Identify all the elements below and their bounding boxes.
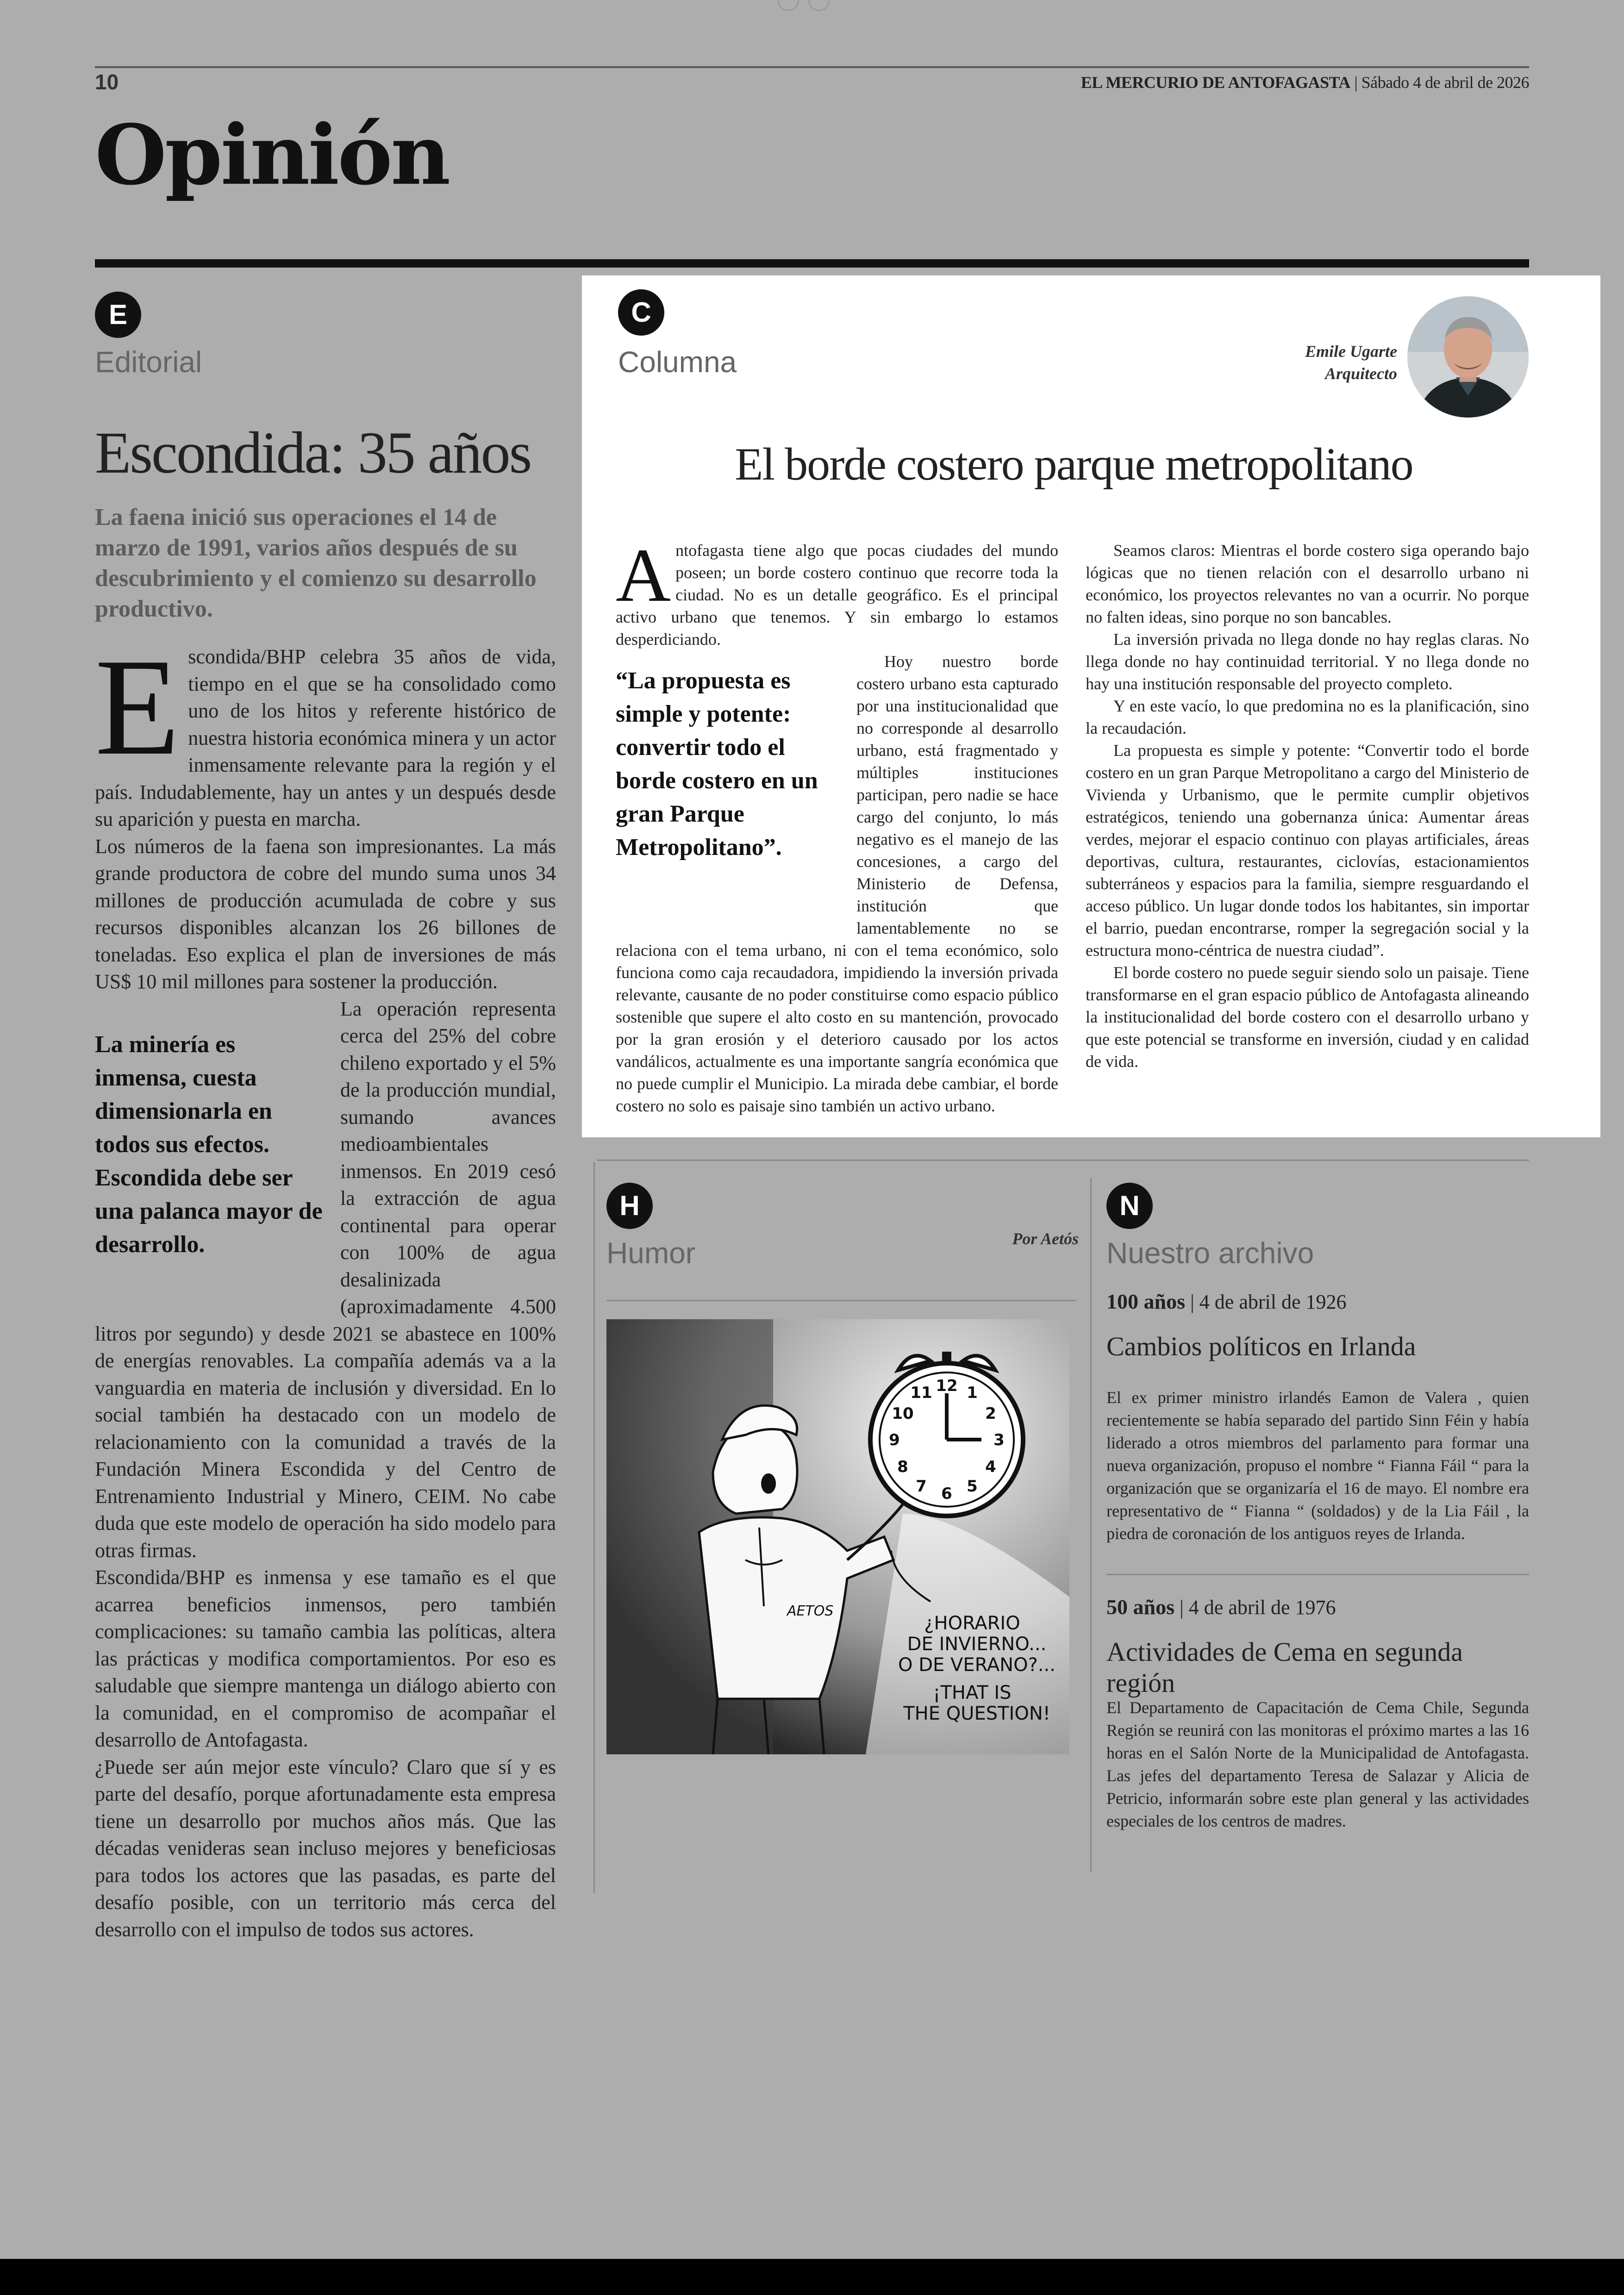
speech-line: DE INVIERNO... <box>907 1634 1047 1655</box>
speech-line: THE QUESTION! <box>903 1703 1050 1724</box>
page-nav-arrows[interactable] <box>778 0 847 14</box>
clock-number: 5 <box>967 1477 978 1496</box>
archive-date: 4 de abril de 1976 <box>1188 1596 1336 1619</box>
clock-number: 4 <box>985 1458 996 1476</box>
archive-divider <box>1106 1574 1529 1575</box>
editorial-badge: E <box>95 292 141 338</box>
column-kicker: Columna <box>618 345 737 379</box>
archive-item-body: El Departamento de Capacitación de Cema Chile, Segunda Región se reunirá con las monitoras el próximo martes a las 16 horas en el Salón Norte de la Municipalidad de Antofagasta. Las jefes del departamento Teresa de Salazar y Alicia de Petricio, informarán sobre este plan general y las actividades especiales de los centros de madres. <box>1106 1698 1529 1830</box>
archive-badge: N <box>1106 1183 1153 1229</box>
column-paragraph: Y en este vacío, lo que predomina no es la planificación, sino la recaudación. <box>1086 697 1529 737</box>
clock-number: 9 <box>889 1431 900 1449</box>
archive-item-title: Actividades de Cema en segunda región <box>1106 1637 1463 1698</box>
archive-item-header: 50 años | 4 de abril de 1976 <box>1106 1595 1336 1619</box>
column-paragraph: Seamos claros: Mientras el borde costero siga operando bajo lógicas que no tienen relación con el desarrollo urbano ni económico, los proyectos relevantes no van a ocurrir. No porque no falten ideas, sino porque no son bancables. <box>1086 541 1529 626</box>
archive-date: 4 de abril de 1926 <box>1199 1291 1347 1313</box>
newspaper-name: EL MERCURIO DE ANTOFAGASTA <box>1081 73 1350 92</box>
column-badge: C <box>618 289 664 336</box>
editorial-paragraph: Escondida/BHP es inmensa y ese tamaño es el que acarrea beneficios inmensos, pero también complicaciones: su tamaño cambia las políticas, altera las prácticas y modifica comportamientos. Por eso es saludable que siempre mantenga un diálogo abierto con la comunidad, en el compromiso de acompañar el desarrollo de Antofagasta. <box>95 1566 556 1751</box>
clock-number: 1 <box>967 1384 978 1402</box>
archive-item-title: Cambios políticos en Irlanda <box>1106 1331 1416 1361</box>
archive-years: 100 años <box>1106 1290 1185 1313</box>
prev-page-icon[interactable] <box>778 0 799 11</box>
section-title: Opinión <box>95 106 449 203</box>
editorial-pull-quote: La minería es inmensa, cuesta dimensionarla en todos sus efectos. Escondida debe ser una palanca mayor de desarrollo. <box>95 1031 323 1258</box>
column-paragraph: La propuesta es simple y potente: “Convertir todo el borde costero en un gran Parque Metropolitano a cargo del Ministerio de Vivienda y Urbanismo, que le permite cumplir objetivos estratégicos, teniendo una gobernanza única: Aumentar áreas verdes, mejorar el espacio continuo con playas artificiales, áreas deportivas, cultura, restaurantes, ciclovías, estacionamientos subterráneos y espacios para la familia, siempre resguardando el acceso público. Un lugar donde todos los habitantes, sin importar el barrio, puedan encontrarse, romper la segregación social y la estructura mono-céntrica de nuestra ciudad”. <box>1086 741 1529 960</box>
editorial-drop-cap: E <box>95 630 180 784</box>
humor-author: Por Aetós <box>1012 1229 1079 1248</box>
column-pull-quote: “La propuesta es simple y potente: convertir todo el borde costero en un gran Parque Metropolitano”. <box>616 667 818 861</box>
section-rule <box>95 259 1529 268</box>
clock-number: 11 <box>910 1384 932 1402</box>
author-name: Emile Ugarte <box>1305 342 1397 361</box>
clock-number: 12 <box>936 1377 958 1395</box>
editorial-paragraph: ¿Puede ser aún mejor este vínculo? Claro que sí y es parte del desafío, porque afortunadamente esta empresa tiene un desarrollo por muchos años más. Que las décadas venideras sean incluso mejores y beneficiosas para todos los actores que las pasadas, es parte del desafío posible, con un territorio más cerca del desarrollo con el impulso de todos sus actores. <box>95 1755 556 1941</box>
bottom-toolbar <box>0 2259 1624 2295</box>
editorial-body <box>95 630 556 1941</box>
speech-line: O DE VERANO?... <box>898 1654 1056 1676</box>
speech-line: ¿HORARIO <box>924 1613 1020 1634</box>
column-drop-cap: A <box>616 533 671 617</box>
editorial-paragraph: scondida/BHP celebra 35 años de vida, tiempo en el que se ha consolidado como uno de los hitos y referente histórico de nuestra historia económica minera y un actor inmensamente relevante para la región y el país. Indudablemente, hay un antes y un después desde su aparición y puesta en marcha. <box>95 645 556 830</box>
clock-number: 7 <box>916 1477 927 1496</box>
archive-kicker: Nuestro archivo <box>1106 1236 1314 1270</box>
column-body-right <box>1086 539 1529 1127</box>
masthead: EL MERCURIO DE ANTOFAGASTA | Sábado 4 de abril de 2026 <box>1081 73 1529 92</box>
speech-line: ¡THAT IS <box>933 1682 1012 1703</box>
humor-kicker: Humor <box>606 1236 696 1270</box>
clock-number: 10 <box>892 1404 914 1423</box>
clock-number: 2 <box>985 1404 996 1423</box>
column-paragraph: Hoy nuestro borde costero urbano esta capturado por una institucionalidad que no corresponde al desarrollo urbano, está fragmentado y múltiples instituciones participan, pero nadie se hace cargo del conjunto, lo más negativo es el manejo de las concesiones, a cargo del Ministerio de Defensa, institución que lamentablemente no se relaciona con el tema urbano, ni con el tema económico, solo funciona como caja recaudadora, impidiendo la inversión privada relevante, causante de no poder constituirse como espacio público sostenible que supere el alto costo en su mantención, provocado por la gran erosión y el deterioro causado por los actos vandálicos, actualmente es una importante sangría económica que no puede cumplir el Municipio. La mirada debe cambiar, el borde costero no solo es paisaje sino también un activo urbano. <box>616 652 1058 1115</box>
author-role: Arquitecto <box>1324 364 1397 383</box>
lower-divider <box>597 1160 1529 1161</box>
archive-years: 50 años <box>1106 1595 1174 1619</box>
issue-date: Sábado 4 de abril de 2026 <box>1361 73 1529 92</box>
header-rule <box>95 66 1529 68</box>
page-number: 10 <box>95 70 119 94</box>
column-divider <box>1090 1178 1092 1872</box>
archive-item-body: El ex primer ministro irlandés Eamon de Valera , quien recientemente se había separado del partido Sinn Féin y había liderado a otros miembros del parlamento para formar una nueva organización, propuso el nombre “ Fianna Fáil “ para la organización que se organizaría el 16 de mayo. El nombre era representativo de “ Fianna “ (soldados) y de la Lia Fáil , la piedra de coronación de los antiguos reyes de Irlanda. <box>1106 1388 1529 1543</box>
column-author <box>1305 340 1397 385</box>
cartoon-signature: AETOS <box>787 1603 834 1619</box>
clock-number: 8 <box>897 1458 908 1476</box>
column-paragraph: La inversión privada no llega donde no hay reglas claras. No llega donde no hay continuidad territorial. Y no llega donde no hay una institución responsable del proyecto completo. <box>1086 630 1529 693</box>
editorial-paragraph: La operación representa cerca del 25% del cobre chileno exportado y el 5% de la producción mundial, sumando avances medioambientales inmensos. En 2019 cesó la extracción de agua continental para operar con 100% de agua desalinizada (aproximadamente 4.500 litros por segundo) y desde 2021 se abastece en 100% de energías renovables. La compañía además va a la vanguardia en materia de inclusión y diversidad. En lo social también ha destacado con un modelo de relacionamiento con la comunidad a través de la Fundación Minera Escondida y del Centro de Entrenamiento Industrial y Minero, CEIM. No cabe duda que este modelo de operación ha sido modelo para otras firmas. <box>95 997 556 1562</box>
archive-item-header: 100 años | 4 de abril de 1926 <box>1106 1290 1347 1313</box>
author-avatar <box>1407 296 1529 418</box>
column-divider <box>593 1162 595 1893</box>
cartoon-illustration <box>606 1319 1069 1754</box>
humor-cartoon <box>606 1319 1069 1754</box>
column-paragraph: El borde costero no puede seguir siendo solo un paisaje. Tiene transformarse en el gran espacio público de Antofagasta alineando la institucionalidad del borde costero con el desarrollo urbano y que este potencial se transforme en inversión, ciudad y en calidad de vida. <box>1086 963 1529 1071</box>
author-photo <box>1407 296 1529 418</box>
humor-badge: H <box>606 1183 653 1229</box>
editorial-title: Escondida: 35 años <box>95 420 531 486</box>
clock-number: 3 <box>993 1431 1005 1449</box>
next-page-icon[interactable] <box>808 0 830 11</box>
column-paragraph: ntofagasta tiene algo que pocas ciudades del mundo poseen; un borde costero continuo que recorre toda la ciudad. No es un detalle geográfico. Es el principal activo urbano que tenemos. Y sin embargo lo estamos desperdiciando. <box>616 541 1058 649</box>
editorial-paragraph: Los números de la faena son impresionantes. La más grande productora de cobre del mundo suma unos 34 millones de producción acumulada de cobre y sus recursos disponibles alcanzan los 26 billones de toneladas. Eso explica el plan de inversiones de más US$ 10 mil millones para sostener la producción. <box>95 835 556 993</box>
column-body-left <box>616 533 1058 1127</box>
humor-rule <box>606 1300 1076 1301</box>
column-title: El borde costero parque metropolitano <box>735 438 1413 490</box>
clock-number: 6 <box>941 1484 952 1503</box>
editorial-kicker: Editorial <box>95 345 202 379</box>
editorial-lead: La faena inició sus operaciones el 14 de marzo de 1991, varios años después de su descubrimiento y el comienzo su desarrollo productivo. <box>95 504 537 622</box>
